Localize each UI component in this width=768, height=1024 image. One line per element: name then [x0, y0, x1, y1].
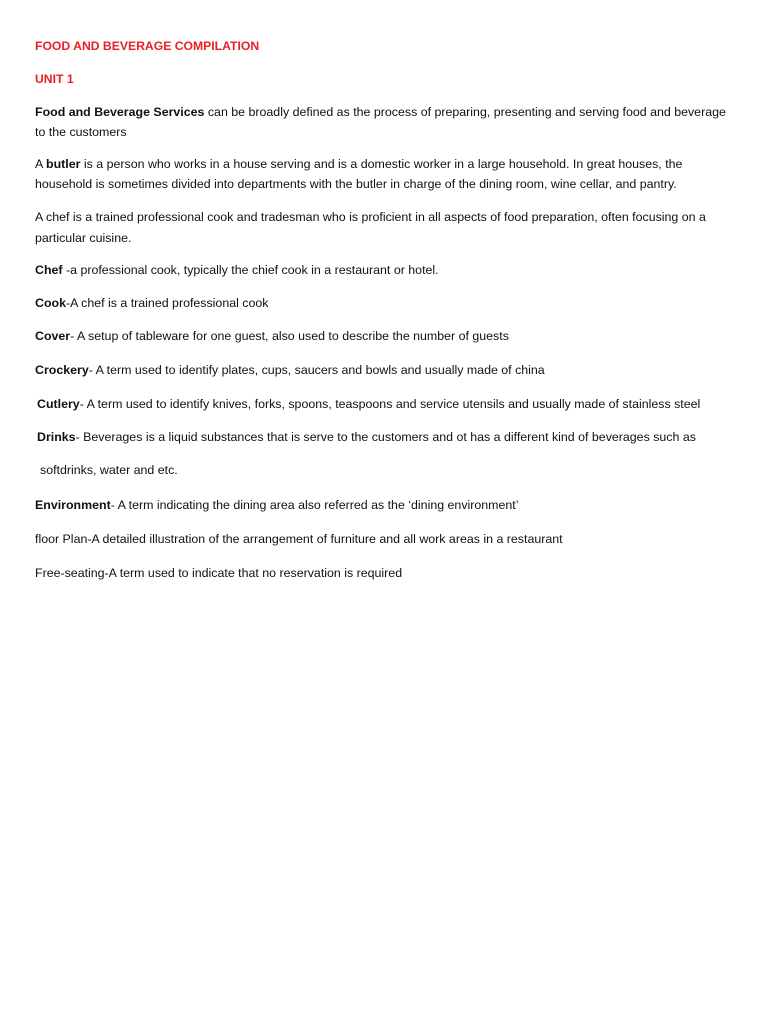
- term-butler: butler: [46, 157, 81, 171]
- definition-text: -a professional cook, typically the chief cook in a restaurant or hotel.: [62, 263, 439, 277]
- definition-term: Cook: [35, 296, 66, 310]
- paragraph-fbs-line-2: to the customers: [35, 125, 127, 139]
- definition-term: Drinks: [37, 430, 76, 444]
- definition-term: Crockery: [35, 363, 89, 377]
- term-food-and-beverage-services: Food and Beverage Services: [35, 105, 205, 119]
- paragraph-text: is a person who works in a house serving and is a domestic worker in a large household. In great houses, the: [80, 157, 683, 171]
- paragraph-fbs-line-1: [35, 102, 735, 123]
- definition-cover: [35, 326, 735, 347]
- paragraph-butler-line-1: [35, 154, 735, 175]
- definition-cutlery: [37, 394, 737, 415]
- paragraph-chef-line-1: A chef is a trained professional cook and tradesman who is proficient in all aspects of food preparation, often focusing on a: [35, 210, 706, 224]
- definition-text: - Beverages is a liquid substances that is serve to the customers and ot has a different kind of beverages such as: [75, 430, 696, 444]
- paragraph-butler-line-2: household is sometimes divided into departments with the butler in charge of the dining room, wine cellar, and pantry.: [35, 177, 677, 191]
- definition-term: Cutlery: [37, 397, 80, 411]
- definition-chef: [35, 260, 735, 281]
- definition-term: Cover: [35, 329, 71, 343]
- paragraph-prefix: A: [35, 157, 47, 171]
- paragraph-chef-line-2: particular cuisine.: [35, 231, 132, 245]
- definition-term: Environment: [35, 498, 111, 512]
- paragraph-text: can be broadly defined as the process of preparing, presenting and serving food and beverage: [204, 105, 726, 119]
- definition-term: Chef: [35, 263, 63, 277]
- definition-text: -A chef is a trained professional cook: [65, 296, 269, 310]
- definition-free-seating: Free-seating-A term used to indicate that no reservation is required: [35, 566, 403, 580]
- definition-environment: [35, 495, 735, 516]
- definition-cook: [35, 293, 735, 314]
- definition-text: - A term used to identify knives, forks, spoons, teaspoons and service utensils and usually made of stainless steel: [79, 397, 701, 411]
- definition-text: - A term indicating the dining area also referred as the ‘dining environment’: [110, 498, 519, 512]
- unit-heading: UNIT 1: [35, 72, 74, 86]
- definition-drinks: [37, 427, 737, 448]
- definition-floor-plan: floor Plan-A detailed illustration of the arrangement of furniture and all work areas in a restaurant: [35, 532, 563, 546]
- document-title: FOOD AND BEVERAGE COMPILATION: [35, 39, 260, 53]
- definition-drinks-continued: softdrinks, water and etc.: [40, 463, 178, 477]
- definition-text: - A setup of tableware for one guest, also used to describe the number of guests: [70, 329, 509, 343]
- definition-text: - A term used to identify plates, cups, saucers and bowls and usually made of china: [88, 363, 545, 377]
- definition-crockery: [35, 360, 735, 381]
